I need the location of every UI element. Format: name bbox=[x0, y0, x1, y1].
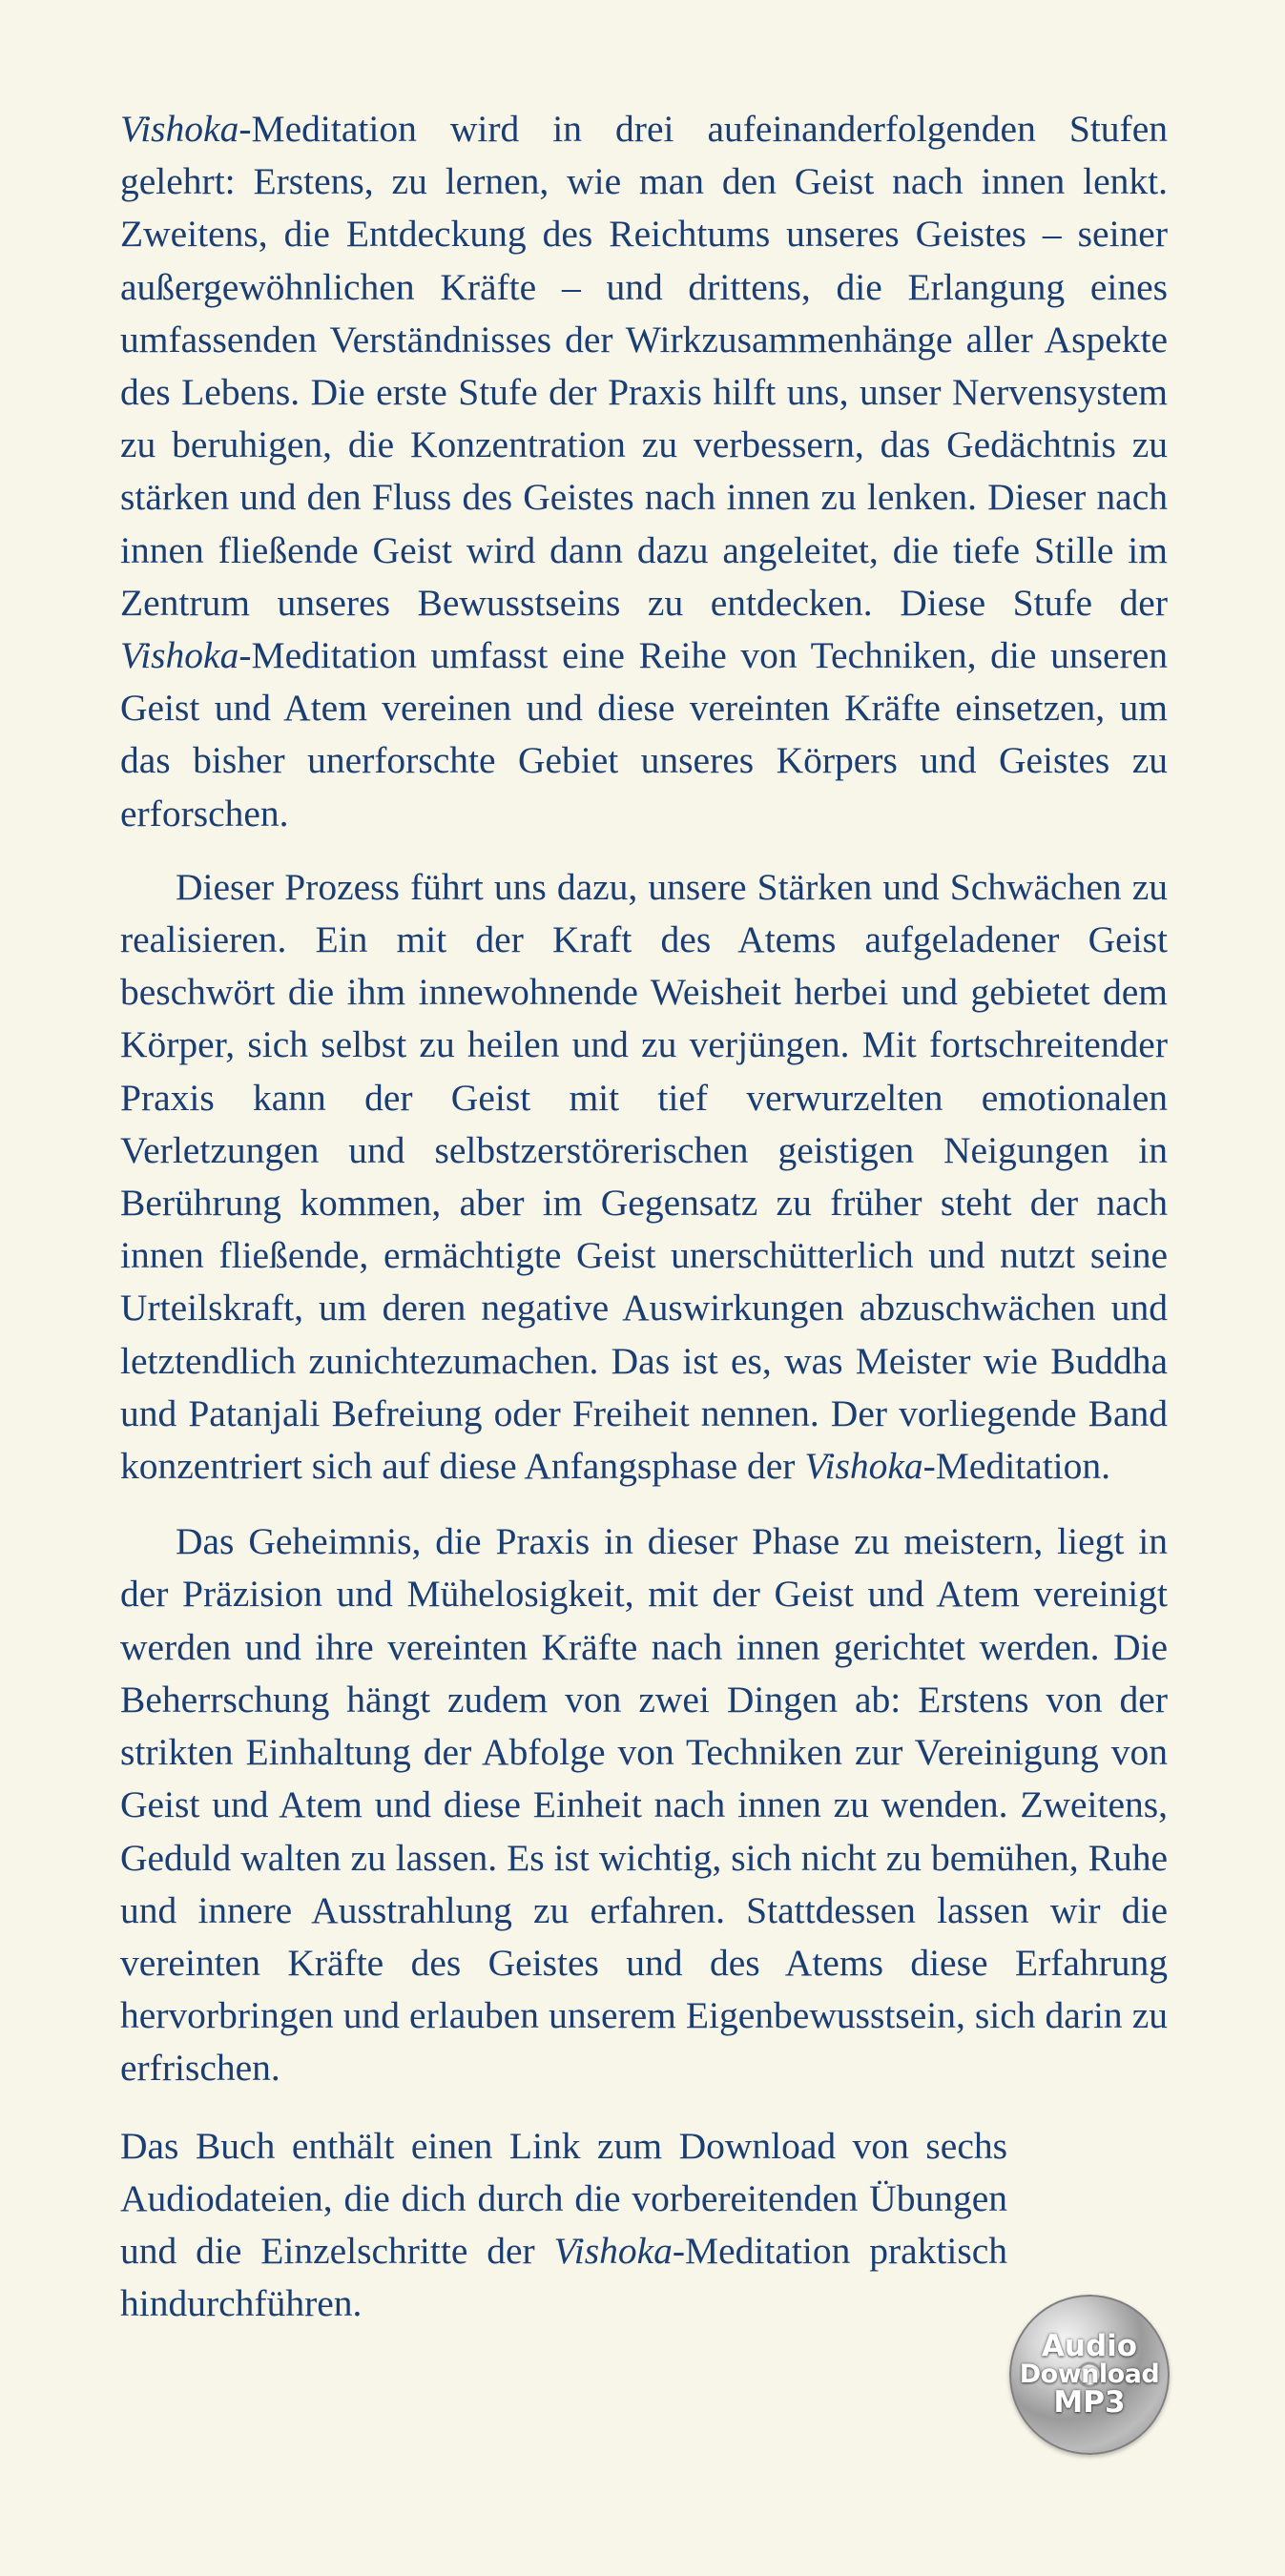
paragraph-stages bbox=[120, 103, 1168, 840]
paragraph-text: -Meditation. bbox=[922, 1445, 1111, 1488]
badge-line-audio: Audio bbox=[1041, 2328, 1138, 2363]
paragraph-download bbox=[120, 2120, 1007, 2331]
audio-download-cd-icon bbox=[1009, 2295, 1170, 2455]
paragraph-text: -Meditation praktisch hindurchführen. bbox=[120, 2229, 1007, 2325]
paragraph-text: Dieser Prozess führt uns dazu, unsere Stärken und Schwächen zu realisieren. Ein mit der Kraft des Atems aufgeladener Geist beschwört die ihm innewohnende Weisheit herbei und gebietet dem Körper, sich selbst zu heilen und zu verjüngen. Mit fortschreitender Praxis kann der Geist mit tief verwurzelten emotionalen Verletzungen und selbstzerstörerischen geistigen Neigungen in Berührung kommen, aber im Gegensatz zu früher steht der nach innen fließende, ermächtigte Geist unerschütterlich und nutzt seine Urteilskraft, um deren negative Auswirkungen abzuschwächen und letztendlich zunichtezumachen. Das ist es, was Meister wie Buddha und Patanjali Befreiung oder Freiheit nennen. Der vorliegende Band konzentriert sich auf diese Anfangsphase der bbox=[120, 865, 1168, 1488]
paragraph-text: Das Buch enthält einen Link zum Download von sechs Audiodateien, die dich durch die vorbereitenden Übungen und die Einzelschritte der bbox=[120, 2124, 1007, 2272]
term-vishoka: Vishoka bbox=[120, 634, 239, 677]
paragraph-text: -Meditation wird in drei aufeinanderfolgenden Stufen gelehrt: Erstens, zu lernen, wie man den Geist nach innen lenkt. Zweitens, die Entdeckung des Reichtums unseres Geistes – seiner außergewöhnlichen Kräfte – und drittens, die Erlangung eines umfassenden Verständnisses der Wirkzusammenhänge aller Aspekte des Lebens. Die erste Stufe der Praxis hilft uns, unser Nervensystem zu beruhigen, die Konzentration zu verbessern, das Gedächtnis zu stärken und den Fluss des Geistes nach innen zu lenken. Dieser nach innen fließende Geist wird dann dazu angeleitet, die tiefe Stille im Zentrum unseres Bewusstseins zu entdecken. Diese Stufe der bbox=[120, 108, 1168, 624]
paragraph-secret bbox=[120, 1515, 1168, 2094]
page-text bbox=[120, 103, 1168, 2330]
paragraph-text: -Meditation umfasst eine Reihe von Techniken, die unseren Geist und Atem vereinen und diese vereinten Kräfte einsetzen, um das bisher unerforschte Gebiet unseres Körpers und Geistes zu erforschen. bbox=[120, 634, 1168, 835]
badge-line-download: Download bbox=[1019, 2360, 1160, 2390]
download-note-block bbox=[120, 2120, 1007, 2331]
term-vishoka: Vishoka bbox=[120, 108, 239, 150]
term-vishoka: Vishoka bbox=[553, 2229, 673, 2272]
badge-line-mp3: MP3 bbox=[1053, 2384, 1126, 2420]
paragraph-process bbox=[120, 861, 1168, 1493]
paragraph-text: Das Geheimnis, die Praxis in dieser Phase zu meistern, liegt in der Präzision und Mühelosigkeit, mit der Geist und Atem vereinigt werden und ihre vereinten Kräfte nach innen gerichtet werden. Die Beherrschung hängt zudem von zwei Dingen ab: Erstens von der strikten Einhaltung der Abfolge von Techniken zur Vereinigung von Geist und Atem und diese Einheit nach innen zu wenden. Zweitens, Geduld walten zu lassen. Es ist wichtig, sich nicht zu bemühen, Ruhe und innere Ausstrahlung zu erfahren. Stattdessen lassen wir die vereinten Kräfte des Geistes und des Atems diese Erfahrung hervorbringen und erlauben unserem Eigenbewusstsein, sich darin zu erfrischen. bbox=[120, 1520, 1168, 2090]
term-vishoka: Vishoka bbox=[804, 1445, 923, 1488]
